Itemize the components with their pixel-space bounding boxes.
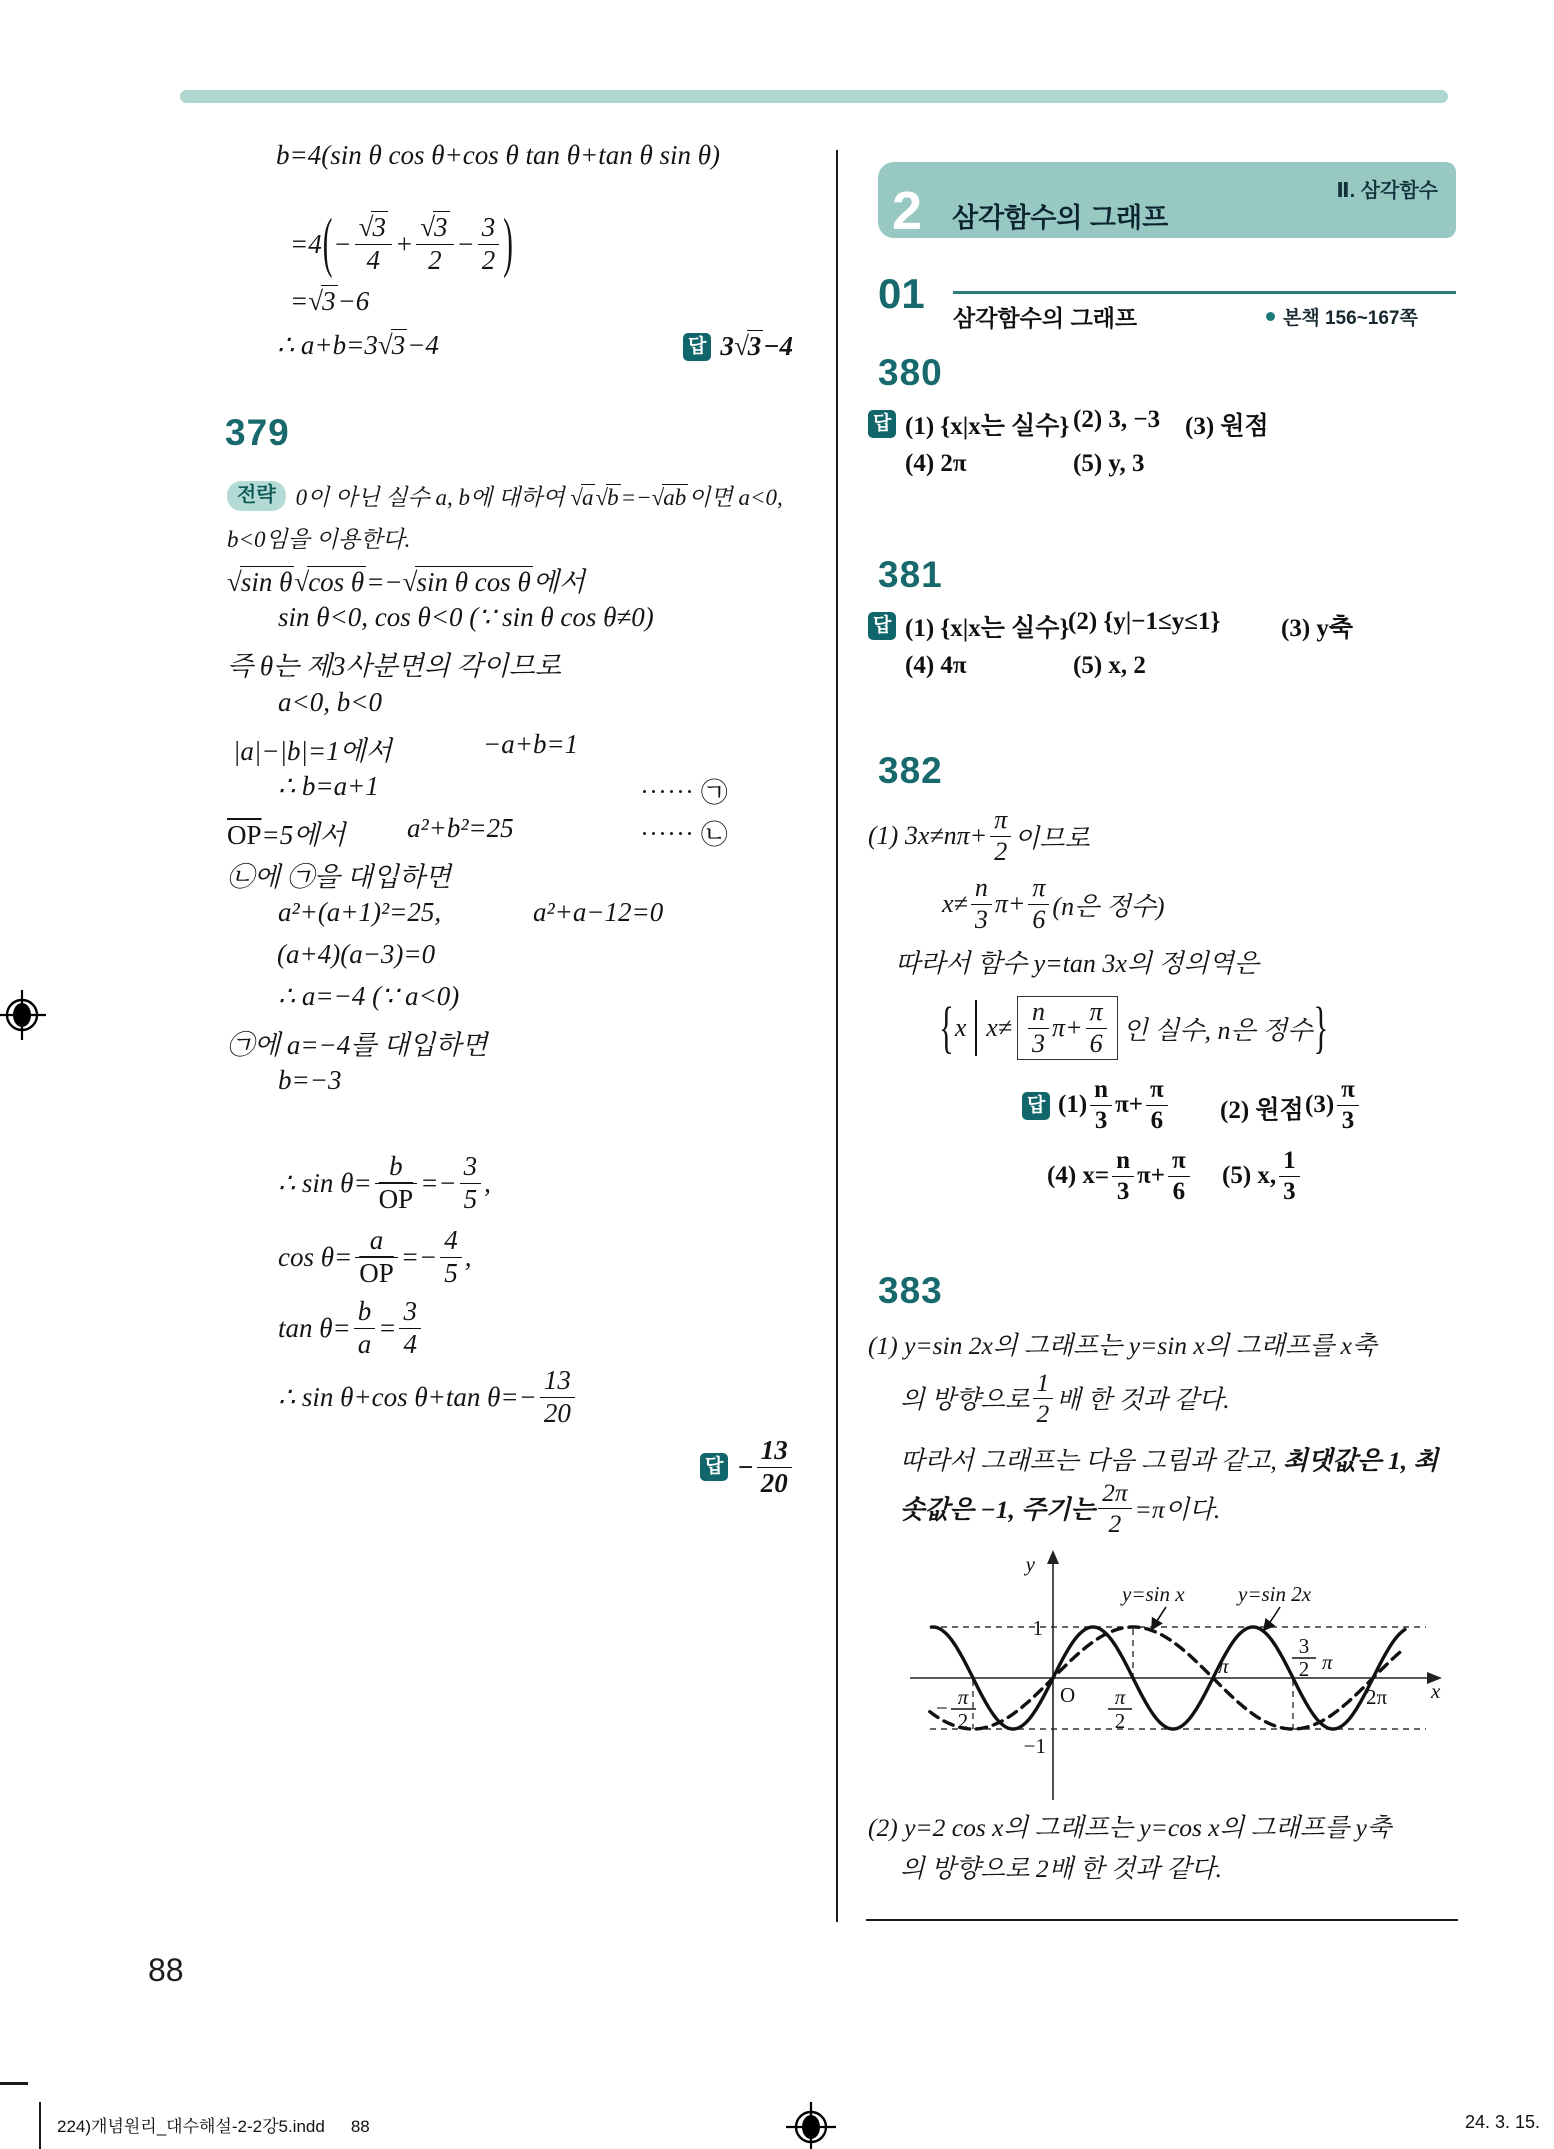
chapter-title: 삼각함수의 그래프: [952, 203, 1169, 233]
text: 에서: [532, 567, 585, 597]
math-text: =−: [620, 485, 652, 510]
text: =π이다.: [1134, 1495, 1221, 1524]
xtick-pi: π: [957, 1685, 969, 1709]
math-line: [900, 1441, 1438, 1477]
chapter-number: 2: [892, 181, 923, 241]
math-line: [278, 1146, 491, 1220]
radicand: 3: [372, 211, 386, 242]
math-text: ∴ sin θ=: [278, 1167, 372, 1198]
answer-item: (1) {x|x는 실수}: [905, 615, 1070, 642]
math-text: −4: [763, 331, 794, 361]
radicand: a: [581, 485, 594, 510]
math-line: [227, 813, 345, 852]
denominator: 4: [403, 1328, 417, 1359]
denominator: 20: [760, 1467, 788, 1498]
denominator: OP: [359, 1257, 394, 1288]
denominator: 6: [1032, 904, 1046, 934]
text: 의 방향으로: [900, 1385, 1030, 1414]
numerator: a: [355, 1227, 398, 1258]
math-line: (a+4)(a−3)=0: [277, 939, 436, 969]
math-line: [900, 1366, 1230, 1430]
numerator: n: [1090, 1077, 1112, 1106]
math-line: [278, 1362, 578, 1432]
big-paren: (: [322, 206, 333, 280]
radicand: 3: [434, 211, 448, 242]
math-text: π+: [994, 889, 1026, 918]
y-axis-arrow-icon: [1047, 1550, 1059, 1564]
math-text: tan θ=: [278, 1312, 351, 1343]
section-ref: [1266, 303, 1418, 330]
fraction: [440, 1224, 462, 1288]
math-line: b=−3: [278, 1065, 342, 1095]
fraction: [1168, 1148, 1190, 1204]
math-line: [278, 1293, 424, 1363]
math-line: (2) y=2 cos x의 그래프는 y=cos x의 그래프를 y축: [868, 1813, 1392, 1842]
math-text: =−: [366, 567, 403, 597]
text: (4) x=: [1047, 1162, 1110, 1189]
registration-mark-icon: [0, 988, 52, 1042]
page-number: 88: [148, 1952, 184, 1988]
sqrt-icon: √: [294, 567, 308, 597]
problem-number-382: 382: [878, 750, 943, 791]
answer-item: (5) x, 2: [1073, 652, 1146, 679]
sqrt-icon: √: [358, 211, 372, 242]
math-line: a²+(a+1)²=25,: [278, 897, 442, 927]
fraction: [1033, 1367, 1054, 1428]
legend-sin-2x: y=sin 2x: [1238, 1582, 1312, 1606]
math-text: x≠: [942, 889, 968, 918]
math-line: a²+a−12=0: [533, 897, 664, 927]
math-text: −: [737, 1451, 754, 1482]
ref-mark-a: ⋯⋯ ㉠: [640, 778, 728, 808]
math-line: sin θ<0, cos θ<0 (∵ sin θ cos θ≠0): [278, 602, 654, 632]
fraction: [1028, 996, 1049, 1058]
radicand: b: [607, 485, 619, 510]
column-bottom-rule: [866, 1919, 1458, 1921]
math-text: ∴ sin θ+cos θ+tan θ=−: [278, 1381, 537, 1412]
ref-mark-b: ⋯⋯ ㉡: [640, 820, 728, 850]
trim-mark: [0, 2082, 28, 2085]
answer-item: (3) y축: [1281, 615, 1354, 642]
math-line: −a+b=1: [483, 729, 579, 759]
trim-mark: [39, 2102, 41, 2149]
answer-item: (4) 4π: [905, 652, 967, 679]
xtick-2: 2: [1298, 1657, 1310, 1681]
problem-number-380: 380: [878, 352, 943, 393]
fraction: [399, 1295, 421, 1359]
fraction: [1098, 1477, 1132, 1538]
fraction: [1028, 872, 1049, 934]
xtick-2pi: 2π: [1366, 1685, 1388, 1709]
sqrt-icon: √: [420, 211, 434, 242]
unit-label: Ⅱ. 삼각함수: [1336, 180, 1438, 202]
fraction: [1112, 1148, 1134, 1204]
denominator: 2: [994, 836, 1008, 866]
segment-OP: $\overline{OP}$: [227, 820, 262, 850]
math-text: π+: [1137, 1162, 1166, 1189]
top-accent-bar: [180, 90, 1448, 103]
numerator: 3: [399, 1298, 421, 1329]
math-line: 즉 θ는 제3사분면의 각이므로: [227, 651, 561, 681]
text: (n은 정수): [1052, 891, 1165, 921]
bold-text: 최댓값은 1, 최: [1283, 1446, 1439, 1475]
math-text: =: [378, 1312, 397, 1343]
fraction: [354, 1295, 376, 1359]
text: 배 한 것과 같다.: [1056, 1385, 1230, 1414]
answer-item: [1305, 1072, 1362, 1138]
answer-badge: 답: [1022, 1092, 1050, 1120]
math-line: ∴ a=−4 (∵ a<0): [278, 981, 460, 1011]
text: 0이 아닌 실수 a, b에 대하여: [295, 485, 571, 510]
answer-item: [1047, 1143, 1193, 1209]
math-text: =−: [420, 1167, 457, 1198]
x-axis-label: x: [1431, 1679, 1441, 1703]
numerator: n: [1112, 1148, 1134, 1177]
answer-badge: 답: [868, 612, 896, 640]
math-line: [290, 286, 369, 317]
text: (3): [1305, 1091, 1335, 1118]
math-line: [277, 330, 439, 361]
math-text: π+: [1115, 1091, 1144, 1118]
column-divider: [836, 150, 838, 1922]
denominator: 2: [1108, 1508, 1122, 1538]
numerator: π: [990, 807, 1011, 837]
boxed-expression: [1017, 996, 1118, 1060]
big-brace: {: [939, 994, 954, 1060]
big-paren: ): [503, 206, 513, 280]
fraction: [416, 211, 453, 275]
math-line: a²+b²=25: [407, 813, 514, 843]
answer-item: (2) {y|−1≤y≤1}: [1068, 608, 1221, 635]
numerator: n: [971, 875, 992, 905]
fraction: [375, 1150, 418, 1214]
numerator: π: [1086, 999, 1107, 1029]
problem-number-383: 383: [878, 1270, 943, 1311]
section-rule: [953, 291, 1456, 294]
math-line: a<0, b<0: [278, 687, 382, 717]
section-title: 삼각함수의 그래프: [953, 305, 1138, 331]
math-line: (1) y=sin 2x의 그래프는 y=sin x의 그래프를 x축: [868, 1331, 1377, 1360]
fraction: [1279, 1148, 1300, 1204]
numerator: 2π: [1098, 1480, 1132, 1509]
numerator: π: [1028, 875, 1049, 905]
xtick-2: 2: [1114, 1709, 1126, 1733]
xtick-pi: π: [1322, 1650, 1333, 1674]
problem-number-381: 381: [878, 554, 943, 595]
text: 이므로: [1014, 823, 1090, 853]
math-text: ,: [484, 1167, 491, 1198]
math-line: [290, 204, 514, 284]
radicand: cos θ: [308, 567, 365, 597]
fraction: [1337, 1077, 1359, 1133]
math-line: 따라서 함수 y=tan 3x의 정의역은: [895, 949, 1260, 978]
ytick-minus1: −1: [1023, 1734, 1046, 1758]
radicand: ab: [663, 485, 687, 510]
section-ref-text: 본책 156~167쪽: [1283, 308, 1418, 329]
sqrt-icon: √: [377, 330, 391, 360]
footer-file-text: 224)개념원리_대수해설-2-2강5.indd: [57, 2117, 325, 2136]
math-text: +: [394, 228, 414, 259]
numerator: n: [1028, 999, 1049, 1029]
answer-item: (5) y, 3: [1073, 450, 1145, 477]
pointer-arrow-icon: [1152, 1607, 1166, 1629]
math-text: ∴ a+b=3: [277, 330, 378, 360]
math-text: −6: [337, 286, 370, 316]
fraction: [355, 1224, 398, 1288]
fraction: [460, 1150, 482, 1214]
answer-item: (4) 2π: [905, 450, 967, 477]
xtick-3: 3: [1298, 1634, 1310, 1658]
sqrt-icon: √: [651, 485, 663, 510]
text: =5에서: [261, 820, 346, 850]
denominator: 3: [974, 904, 988, 934]
math-text: cos θ=: [278, 1241, 353, 1272]
math-line: 의 방향으로 2배 한 것과 같다.: [900, 1854, 1222, 1883]
set-notation-line: [938, 990, 1329, 1066]
math-text: ,: [464, 1241, 472, 1272]
y-axis-label: y: [1025, 1552, 1035, 1576]
denominator: 3: [1116, 1177, 1130, 1205]
math-line: |a|−|b|=1에서: [233, 736, 392, 766]
bullet-icon: [1266, 312, 1275, 321]
radicand: 3: [391, 330, 406, 360]
numerator: 1: [1279, 1148, 1300, 1177]
sqrt-icon: √: [595, 485, 607, 510]
answer-item: (2) 3, −3: [1073, 406, 1161, 433]
answer-379: [700, 1432, 795, 1502]
problem-number-379: 379: [225, 412, 290, 453]
numerator: π: [1146, 1077, 1168, 1106]
math-text: =4: [290, 228, 322, 259]
set-bar: [975, 1000, 977, 1056]
answer-378: [683, 331, 793, 362]
math-text: =−: [400, 1241, 438, 1272]
bold-text: 솟값은 −1, 주기는: [900, 1495, 1096, 1524]
math-line: [227, 560, 585, 599]
answer-item: (1) {x|x는 실수}: [905, 413, 1070, 440]
math-text: π+: [1052, 1013, 1083, 1042]
section-number: 01: [878, 270, 925, 317]
answer-item: (3) 원점: [1185, 413, 1269, 440]
denominator: OP: [378, 1183, 414, 1214]
numerator: π: [1168, 1148, 1190, 1177]
denominator: 20: [543, 1397, 571, 1428]
sine-graph: [900, 1545, 1445, 1810]
denominator: 3: [1032, 1028, 1046, 1058]
denominator: a: [357, 1328, 372, 1359]
registration-mark-icon: [784, 2100, 838, 2149]
answer-item: [1058, 1072, 1171, 1138]
ytick-1: 1: [1032, 1616, 1043, 1640]
fraction: [971, 872, 992, 934]
math-line: ㉠에 a=−4를 대입하면: [227, 1030, 488, 1060]
math-text: −4: [407, 330, 439, 360]
text: (1): [1058, 1091, 1088, 1118]
answer-item: [1222, 1143, 1303, 1209]
math-text: =: [290, 286, 309, 316]
numerator: b: [354, 1298, 376, 1329]
strategy-line: b<0임을 이용한다.: [227, 527, 411, 552]
fraction: [757, 1434, 792, 1498]
strategy-line: [227, 479, 783, 512]
denominator: 4: [366, 244, 381, 275]
math-line: ∴ b=a+1: [278, 771, 379, 801]
radicand: 3: [747, 331, 762, 361]
answer-badge: 답: [700, 1453, 728, 1481]
math-text: (1) 3x≠nπ+: [868, 821, 988, 850]
denominator: 6: [1089, 1028, 1103, 1058]
footer-file-page: 88: [350, 2117, 370, 2136]
footer-date: 24. 3. 15.: [1464, 2112, 1540, 2132]
sqrt-icon: √: [733, 331, 747, 361]
fraction: [355, 211, 392, 275]
fraction: [1146, 1077, 1168, 1133]
sqrt-icon: √: [570, 485, 581, 510]
sqrt-icon: √: [402, 567, 416, 597]
math-line: [900, 1476, 1220, 1540]
numerator: 1: [1033, 1370, 1054, 1399]
chapter-banner: [878, 162, 1456, 241]
fraction: [1090, 1077, 1112, 1133]
answer-badge: 답: [868, 410, 896, 438]
xtick-pi: π: [1114, 1685, 1126, 1709]
text: 이면 a<0,: [688, 485, 783, 510]
numerator: 13: [540, 1367, 575, 1398]
math-line: b=4(sin θ cos θ+cos θ tan θ+tan θ sin θ): [276, 140, 720, 170]
xtick-2: 2: [957, 1709, 969, 1733]
numerator: 4: [440, 1227, 462, 1258]
origin-label: O: [1060, 1683, 1076, 1707]
radicand: 3: [322, 286, 336, 316]
denominator: 2: [428, 244, 442, 275]
denominator: 3: [1283, 1177, 1296, 1205]
fraction: [478, 211, 500, 275]
sqrt-icon: √: [227, 567, 240, 597]
fraction: [990, 804, 1011, 866]
sqrt-icon: √: [308, 286, 322, 316]
math-text: 3: [720, 331, 734, 361]
numerator: 3: [460, 1153, 482, 1184]
fraction: [1086, 996, 1107, 1058]
legend-sin-x: y=sin x: [1122, 1582, 1185, 1606]
big-brace: }: [1313, 994, 1329, 1060]
text: 따라서 그래프는 다음 그림과 같고,: [900, 1446, 1284, 1475]
denominator: 2: [1036, 1398, 1050, 1428]
math-line: [868, 800, 1090, 872]
denominator: 6: [1150, 1106, 1164, 1134]
math-text: x: [954, 1013, 967, 1042]
fraction: [540, 1364, 575, 1428]
math-text: x≠: [986, 1013, 1013, 1042]
numerator: 3: [478, 214, 500, 245]
denominator: 6: [1172, 1177, 1186, 1205]
denominator: 5: [444, 1257, 458, 1288]
radicand: sin θ cos θ: [416, 567, 531, 597]
text: 인 실수, n은 정수: [1122, 1015, 1313, 1045]
denominator: 3: [1094, 1106, 1108, 1134]
numerator: 13: [757, 1437, 792, 1468]
radicand: sin θ: [240, 567, 293, 597]
footer-filename: [57, 2112, 370, 2137]
denominator: 3: [1341, 1106, 1355, 1134]
numerator: π: [1337, 1077, 1359, 1106]
xtick-pi: π: [1218, 1654, 1229, 1678]
math-text: −: [333, 228, 352, 259]
strategy-badge: 전략: [227, 481, 286, 511]
answer-item: (2) 원점: [1220, 1097, 1304, 1124]
xtick-minus-sign: −: [936, 1696, 948, 1720]
math-line: ㉡에 ㉠을 대입하면: [227, 862, 451, 892]
math-line: [278, 1220, 471, 1294]
denominator: 5: [463, 1183, 478, 1214]
text: (5) x,: [1222, 1162, 1277, 1189]
denominator: 2: [481, 244, 496, 275]
answer-badge: 답: [683, 333, 711, 361]
math-line: [942, 868, 1165, 940]
math-text: −: [456, 228, 475, 259]
numerator: b: [375, 1153, 418, 1184]
